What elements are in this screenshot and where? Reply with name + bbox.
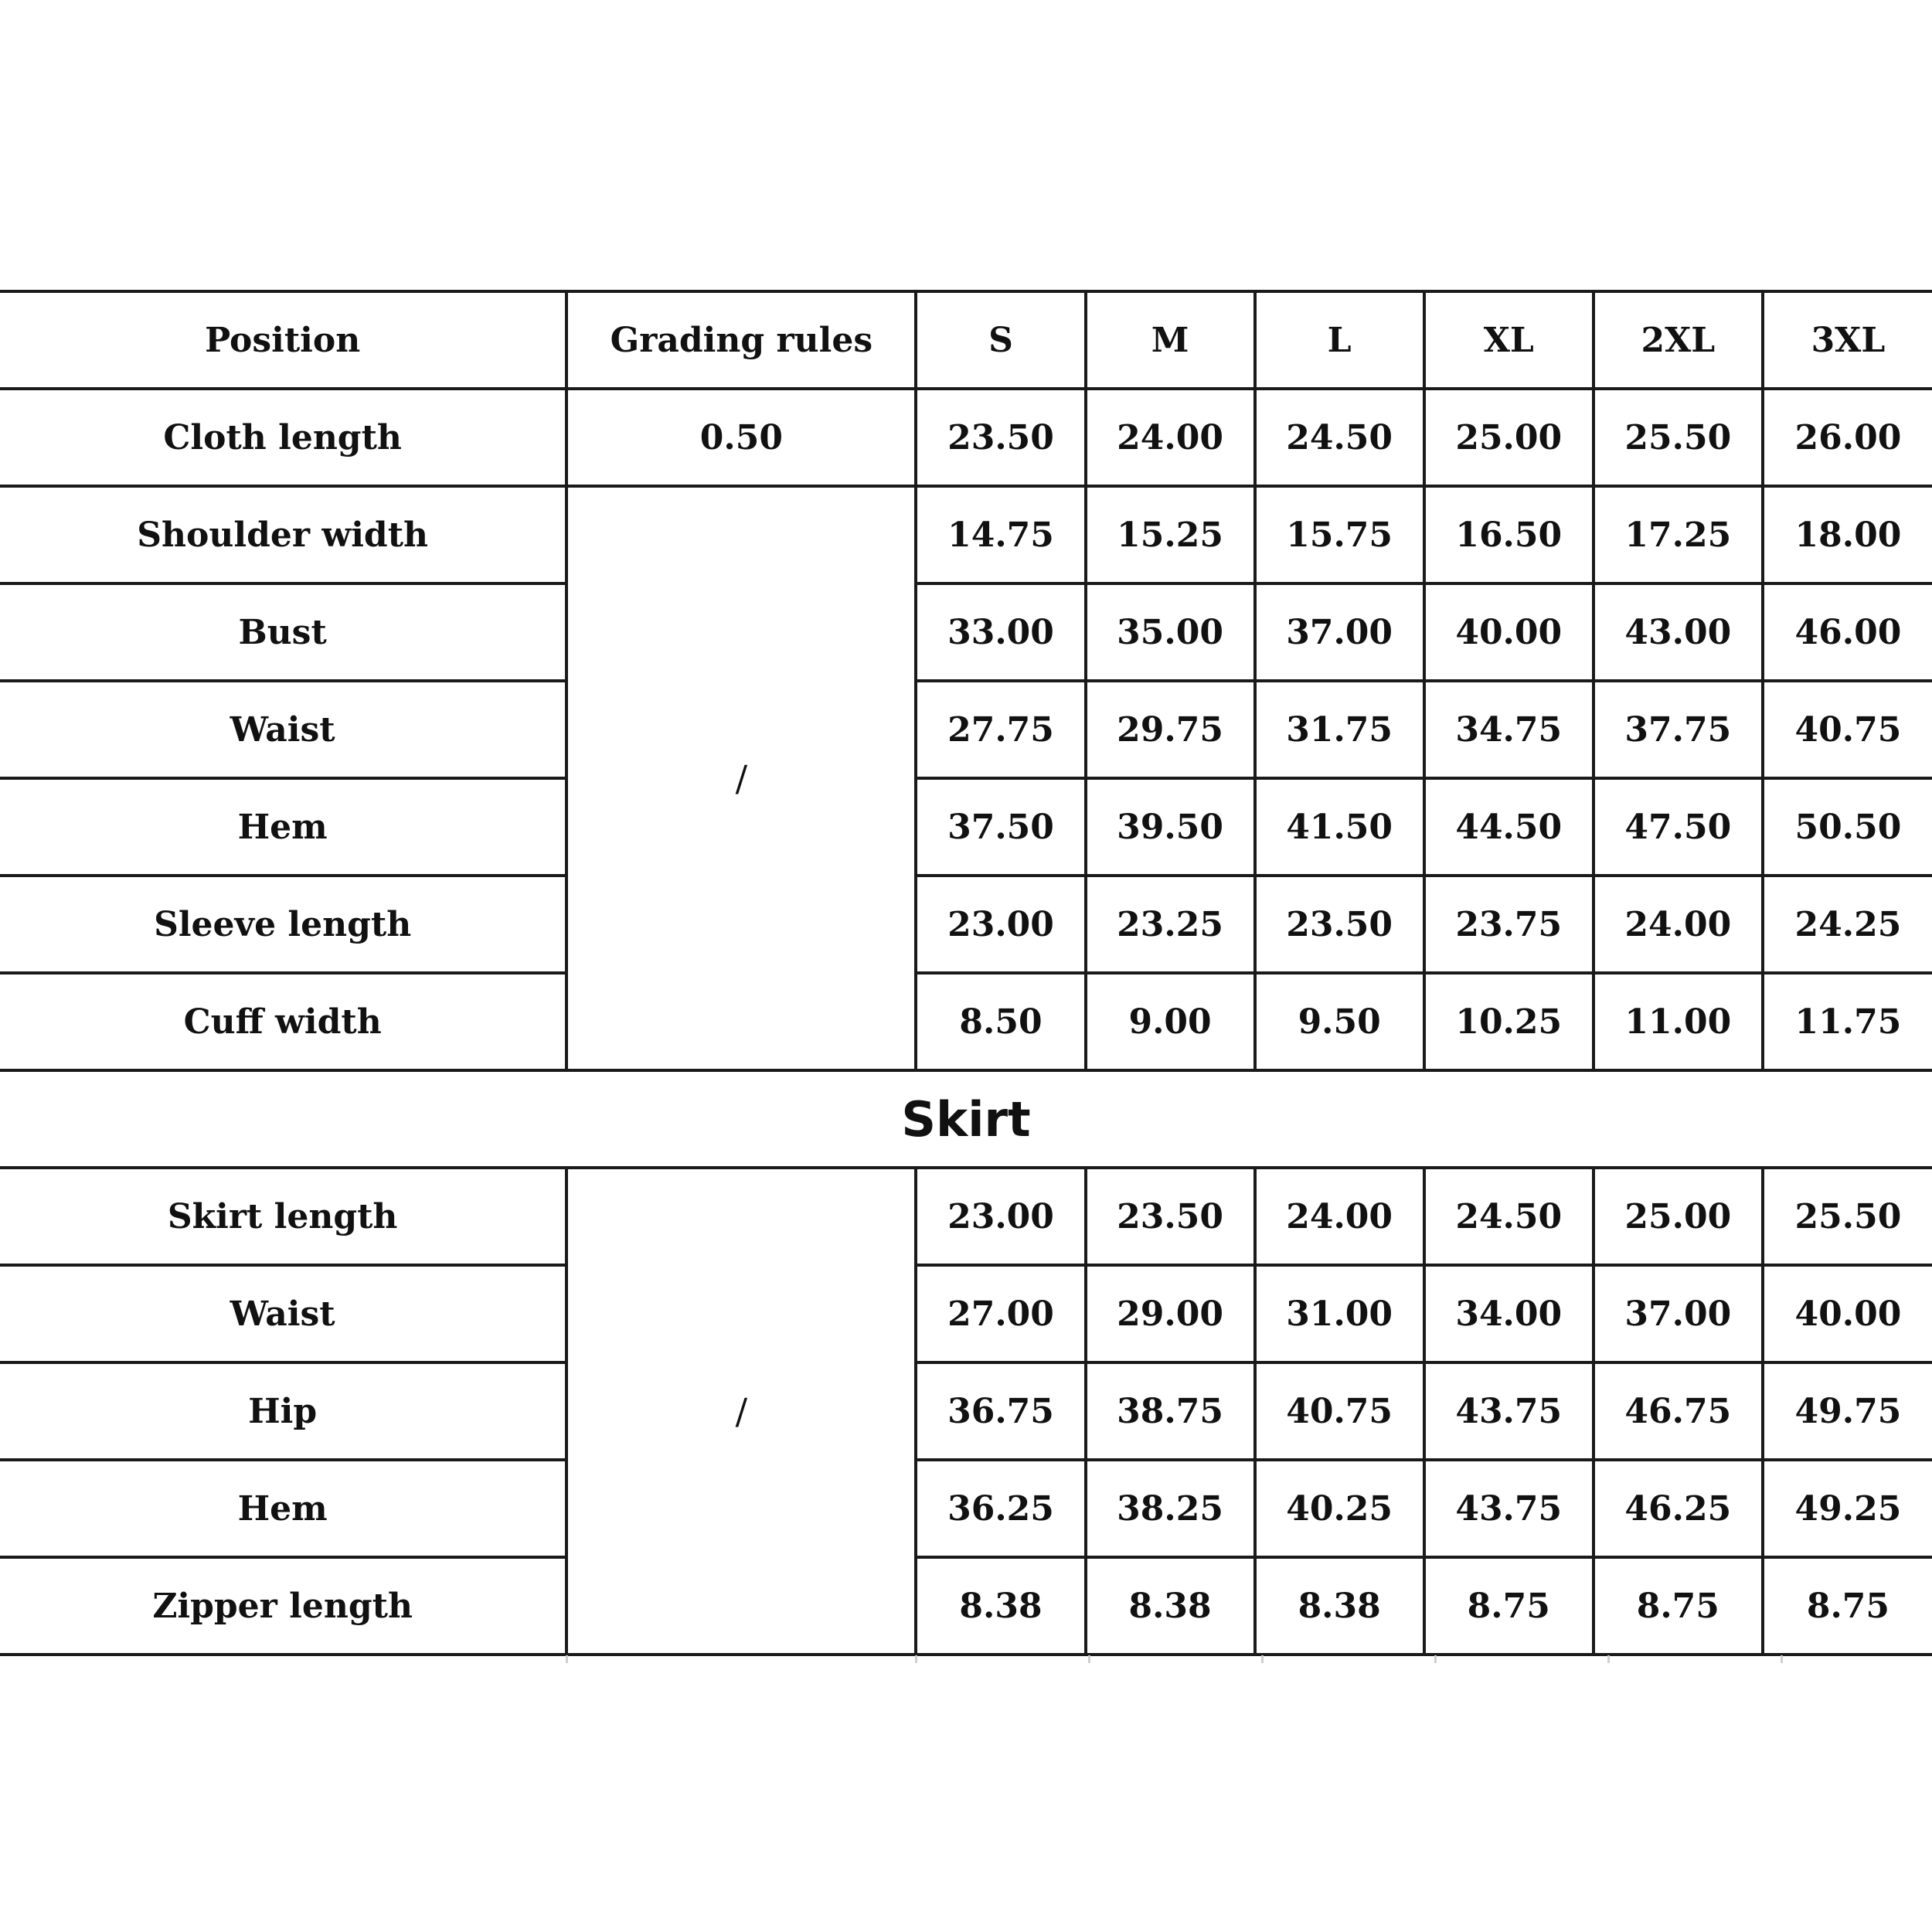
table-row <box>0 583 1932 681</box>
table-row <box>0 486 1932 583</box>
size-value: 23.50 <box>1086 1168 1255 1265</box>
size-value: 8.38 <box>916 1557 1085 1655</box>
row-label: Zipper length <box>0 1557 566 1655</box>
size-value: 10.25 <box>1424 973 1594 1070</box>
size-value: 18.00 <box>1763 486 1932 583</box>
header-size-2xl: 2XL <box>1594 291 1763 389</box>
size-value: 25.50 <box>1763 1168 1932 1265</box>
header-size-l: L <box>1255 291 1424 389</box>
continuation-tick <box>1088 1655 1090 1663</box>
row-label: Hip <box>0 1362 566 1460</box>
table-row <box>0 1265 1932 1362</box>
size-chart-table <box>0 290 1932 1656</box>
section-title-skirt: Skirt <box>0 1070 1932 1168</box>
header-size-s: S <box>916 291 1085 389</box>
size-value: 23.00 <box>916 1168 1085 1265</box>
size-value: 37.50 <box>916 778 1085 876</box>
row-label: Hem <box>0 1460 566 1557</box>
table-row <box>0 1168 1932 1265</box>
size-value: 41.50 <box>1255 778 1424 876</box>
header-grading-rules: Grading rules <box>566 291 916 389</box>
table-row <box>0 876 1932 973</box>
table-row <box>0 1460 1932 1557</box>
size-value: 8.50 <box>916 973 1085 1070</box>
table-row <box>0 973 1932 1070</box>
size-value: 17.25 <box>1594 486 1763 583</box>
size-value: 27.75 <box>916 681 1085 778</box>
size-value: 43.00 <box>1594 583 1763 681</box>
grading-value: 0.50 <box>566 389 916 486</box>
row-label: Waist <box>0 1265 566 1362</box>
continuation-tick <box>915 1655 917 1663</box>
table-row <box>0 389 1932 486</box>
size-value: 40.00 <box>1763 1265 1932 1362</box>
size-value: 31.00 <box>1255 1265 1424 1362</box>
row-label: Bust <box>0 583 566 681</box>
header-size-m: M <box>1086 291 1255 389</box>
size-value: 43.75 <box>1424 1460 1594 1557</box>
header-size-3xl: 3XL <box>1763 291 1932 389</box>
size-value: 24.00 <box>1594 876 1763 973</box>
row-label: Sleeve length <box>0 876 566 973</box>
continuation-tick <box>566 1655 568 1663</box>
table-row <box>0 1362 1932 1460</box>
table-row <box>0 1557 1932 1655</box>
size-value: 34.00 <box>1424 1265 1594 1362</box>
row-label: Hem <box>0 778 566 876</box>
size-value: 46.00 <box>1763 583 1932 681</box>
size-value: 23.50 <box>1255 876 1424 973</box>
row-label: Shoulder width <box>0 486 566 583</box>
size-value: 27.00 <box>916 1265 1085 1362</box>
size-value: 29.00 <box>1086 1265 1255 1362</box>
size-value: 24.50 <box>1424 1168 1594 1265</box>
size-value: 25.00 <box>1424 389 1594 486</box>
section-title-row <box>0 1070 1932 1168</box>
grading-merged-cell: / <box>566 486 916 1070</box>
size-value: 38.75 <box>1086 1362 1255 1460</box>
size-value: 23.75 <box>1424 876 1594 973</box>
row-label: Cloth length <box>0 389 566 486</box>
continuation-tick <box>1261 1655 1264 1663</box>
size-value: 24.00 <box>1086 389 1255 486</box>
size-value: 37.75 <box>1594 681 1763 778</box>
size-value: 40.00 <box>1424 583 1594 681</box>
size-value: 23.00 <box>916 876 1085 973</box>
size-value: 11.75 <box>1763 973 1932 1070</box>
size-value: 24.00 <box>1255 1168 1424 1265</box>
size-value: 24.50 <box>1255 389 1424 486</box>
size-value: 49.75 <box>1763 1362 1932 1460</box>
size-value: 39.50 <box>1086 778 1255 876</box>
size-value: 36.75 <box>916 1362 1085 1460</box>
size-value: 33.00 <box>916 583 1085 681</box>
size-value: 46.25 <box>1594 1460 1763 1557</box>
row-label: Cuff width <box>0 973 566 1070</box>
size-value: 8.75 <box>1424 1557 1594 1655</box>
size-value: 37.00 <box>1255 583 1424 681</box>
size-value: 8.38 <box>1086 1557 1255 1655</box>
size-value: 49.25 <box>1763 1460 1932 1557</box>
size-value: 14.75 <box>916 486 1085 583</box>
size-value: 8.38 <box>1255 1557 1424 1655</box>
size-value: 40.75 <box>1255 1362 1424 1460</box>
header-size-xl: XL <box>1424 291 1594 389</box>
size-value: 36.25 <box>916 1460 1085 1557</box>
size-value: 15.25 <box>1086 486 1255 583</box>
size-value: 24.25 <box>1763 876 1932 973</box>
continuation-tick <box>1434 1655 1437 1663</box>
table-row <box>0 778 1932 876</box>
size-value: 26.00 <box>1763 389 1932 486</box>
table-row <box>0 681 1932 778</box>
size-value: 40.25 <box>1255 1460 1424 1557</box>
size-value: 40.75 <box>1763 681 1932 778</box>
size-value: 31.75 <box>1255 681 1424 778</box>
row-label: Waist <box>0 681 566 778</box>
size-value: 29.75 <box>1086 681 1255 778</box>
size-value: 34.75 <box>1424 681 1594 778</box>
size-value: 8.75 <box>1594 1557 1763 1655</box>
size-value: 46.75 <box>1594 1362 1763 1460</box>
continuation-tick <box>1607 1655 1610 1663</box>
size-value: 47.50 <box>1594 778 1763 876</box>
size-value: 23.25 <box>1086 876 1255 973</box>
size-value: 9.00 <box>1086 973 1255 1070</box>
size-value: 23.50 <box>916 389 1085 486</box>
size-value: 35.00 <box>1086 583 1255 681</box>
size-value: 8.75 <box>1763 1557 1932 1655</box>
size-value: 15.75 <box>1255 486 1424 583</box>
size-value: 25.00 <box>1594 1168 1763 1265</box>
size-value: 16.50 <box>1424 486 1594 583</box>
size-value: 25.50 <box>1594 389 1763 486</box>
size-value: 50.50 <box>1763 778 1932 876</box>
size-value: 38.25 <box>1086 1460 1255 1557</box>
table-continuation-ticks <box>0 1655 1932 1663</box>
row-label: Skirt length <box>0 1168 566 1265</box>
continuation-tick <box>1781 1655 1783 1663</box>
header-row <box>0 291 1932 389</box>
grading-merged-cell: / <box>566 1168 916 1655</box>
header-position: Position <box>0 291 566 389</box>
size-value: 43.75 <box>1424 1362 1594 1460</box>
size-value: 9.50 <box>1255 973 1424 1070</box>
size-value: 44.50 <box>1424 778 1594 876</box>
size-value: 37.00 <box>1594 1265 1763 1362</box>
size-value: 11.00 <box>1594 973 1763 1070</box>
